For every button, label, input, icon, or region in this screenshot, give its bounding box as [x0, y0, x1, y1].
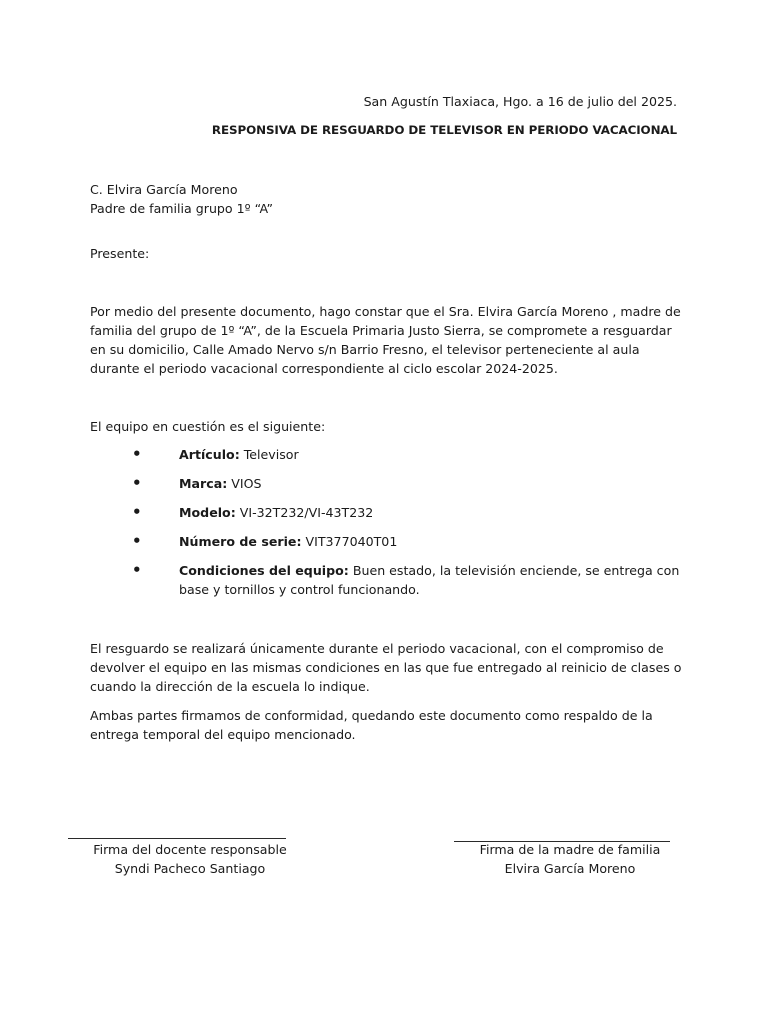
item-value: Televisor [239, 447, 299, 462]
paragraph-intro: Por medio del presente documento, hago constar que el Sra. Elvira García Moreno , madre de familia del grupo de 1º “A”, de la Escuela Primaria Justo Sierra, se compromete a resguardar en su domicilio, Calle Amado Nervo s/n Barrio Fresno, el televisor perteneciente al aula durante el periodo vacacional correspondiente al ciclo escolar 2024-2025. [90, 304, 681, 376]
addressee-block [90, 180, 690, 218]
bullet-icon: • [132, 503, 142, 521]
item-label: Número de serie: [179, 534, 302, 549]
item-label: Artículo: [179, 447, 240, 462]
signature-block-teacher [90, 840, 290, 878]
bullet-icon: • [132, 532, 142, 550]
item-value: VIT377040T01 [301, 534, 398, 549]
signature-caption: Firma del docente responsable [93, 842, 287, 857]
bullet-icon: • [132, 561, 142, 579]
equipment-list [132, 445, 692, 599]
signature-block-mother [470, 840, 670, 878]
date-line: San Agustín Tlaxiaca, Hgo. a 16 de julio del 2025. [363, 94, 677, 109]
item-label: Modelo: [179, 505, 236, 520]
item-value: VI-32T232/VI-43T232 [235, 505, 374, 520]
item-label: Condiciones del equipo: [179, 563, 349, 578]
equipment-intro: El equipo en cuestión es el siguiente: [90, 419, 326, 434]
signature-caption: Firma de la madre de familia [479, 842, 661, 857]
document-title: RESPONSIVA DE RESGUARDO DE TELEVISOR EN PERIODO VACACIONAL [211, 123, 677, 137]
bullet-icon: • [132, 474, 142, 492]
list-item [132, 445, 692, 464]
signature-name: Syndi Pacheco Santiago [114, 861, 266, 876]
list-item [132, 561, 692, 599]
bullet-icon: • [132, 445, 142, 463]
list-item [132, 503, 692, 522]
item-label: Marca: [179, 476, 228, 491]
paragraph-agreement: Ambas partes firmamos de conformidad, quedando este documento como respaldo de la entrega temporal del equipo mencionado. [90, 708, 653, 742]
item-value: VIOS [227, 476, 262, 491]
addressee-role: Padre de familia grupo 1º “A” [90, 201, 274, 216]
list-item [132, 532, 692, 551]
paragraph-commitment: El resguardo se realizará únicamente durante el periodo vacacional, con el compromiso de devolver el equipo en las mismas condiciones en las que fue entregado al reinicio de clases o cuando la dirección de la escuela lo indique. [90, 641, 682, 694]
item-value: Buen estado, la televisión enciende, se entrega con base y tornillos y control funcionando. [179, 563, 680, 597]
addressee-name: C. Elvira García Moreno [90, 182, 238, 197]
signature-name: Elvira García Moreno [504, 861, 636, 876]
list-item [132, 474, 692, 493]
greeting: Presente: [90, 246, 150, 261]
signature-line-teacher [68, 838, 286, 839]
